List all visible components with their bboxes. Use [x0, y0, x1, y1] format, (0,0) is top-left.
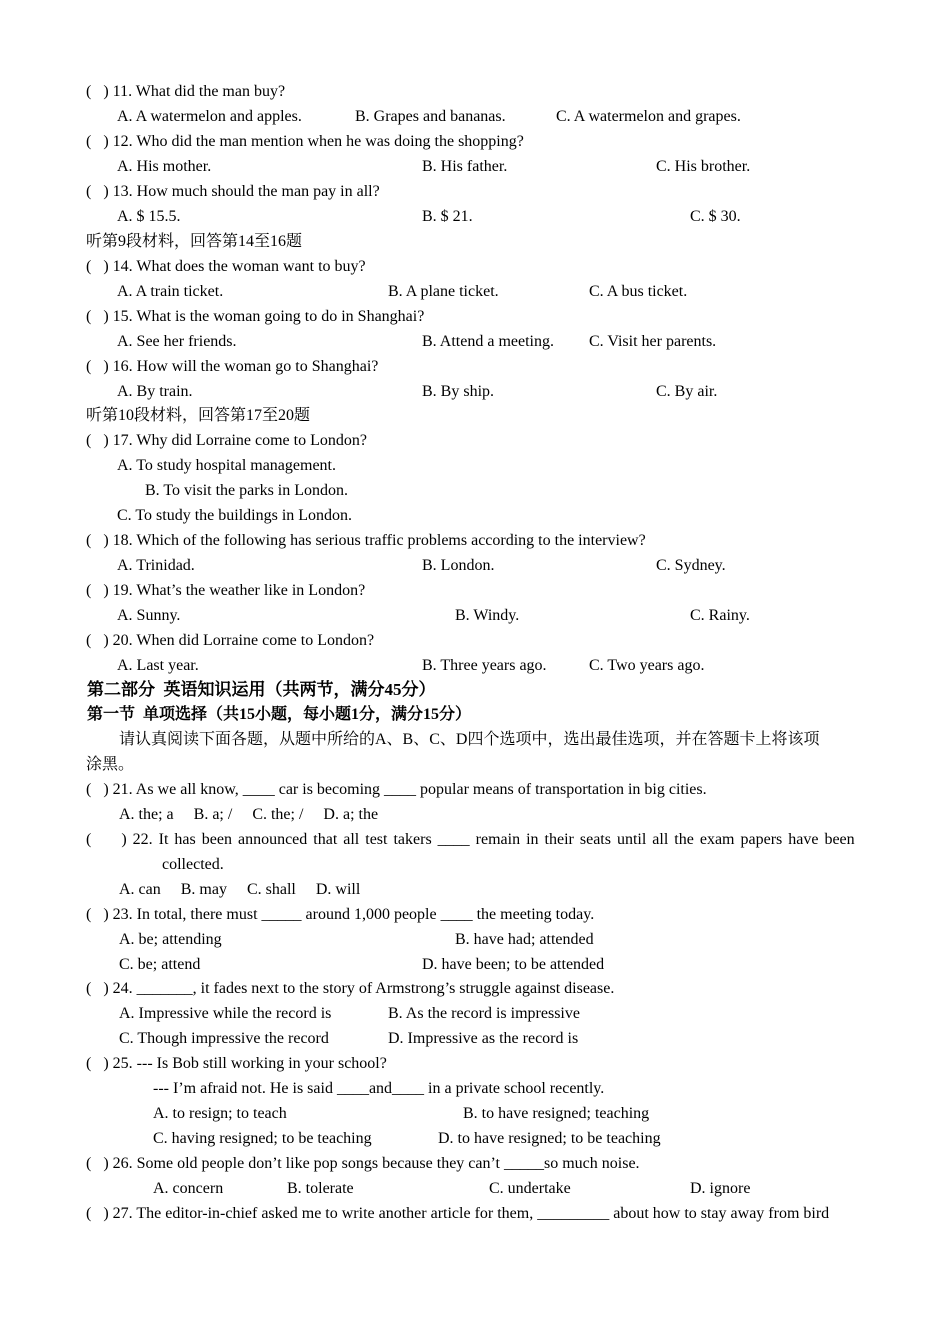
q14-option-b: B. A plane ticket. [388, 283, 499, 300]
q15-option-a: A. See her friends. [117, 333, 237, 350]
q17-option-b: B. To visit the parks in London. [145, 482, 349, 499]
section-10-heading: 听第10段材料，回答第17至20题 [86, 407, 311, 424]
q19-option-b: B. Windy. [455, 607, 520, 624]
q19-option-c: C. Rainy. [690, 607, 750, 624]
q18-option-a: A. Trinidad. [117, 557, 195, 574]
q21-stem: ( ) 21. As we all know, ____ car is becoming ____ popular means of transportation in big cities. [86, 781, 707, 798]
q24-stem: ( ) 24. _______, it fades next to the story of Armstrong’s struggle against disease. [86, 980, 615, 997]
q12-option-b: B. His father. [422, 158, 508, 175]
q24-option-b: B. As the record is impressive [388, 1005, 580, 1022]
instructions-line-1: 请认真阅读下面各题，从题中所给的A、B、C、D四个选项中，选出最佳选项，并在答题卡上将该项 [119, 731, 820, 748]
section-9-heading: 听第9段材料，回答第14至16题 [86, 233, 303, 250]
q23-option-c: C. be; attend [119, 956, 201, 973]
q20-option-b: B. Three years ago. [422, 657, 547, 674]
q24-option-a: A. Impressive while the record is [119, 1005, 332, 1022]
q16-option-a: A. By train. [117, 383, 193, 400]
q13-option-b: B. $ 21. [422, 208, 473, 225]
q22-stem: ( ) 22. It has been announced that all test takers ____ remain in their seats until all the exam papers have been [86, 831, 855, 848]
q20-stem: ( ) 20. When did Lorraine come to London? [86, 632, 375, 649]
q26-option-a: A. concern [153, 1180, 224, 1197]
q16-option-c: C. By air. [656, 383, 718, 400]
q15-stem: ( ) 15. What is the woman going to do in Shanghai? [86, 308, 425, 325]
q11-option-c: C. A watermelon and grapes. [556, 108, 741, 125]
q15-option-c: C. Visit her parents. [589, 333, 717, 350]
q19-stem: ( ) 19. What’s the weather like in London? [86, 582, 366, 599]
q27-stem: ( ) 27. The editor-in-chief asked me to write another article for them, _________ about how to stay away from bird [86, 1205, 830, 1222]
q19-option-a: A. Sunny. [117, 607, 181, 624]
q11-stem: ( ) 11. What did the man buy? [86, 83, 286, 100]
q17-stem: ( ) 17. Why did Lorraine come to London? [86, 432, 367, 449]
q12-option-a: A. His mother. [117, 158, 212, 175]
q26-option-d: D. ignore [690, 1180, 751, 1197]
q23-option-d: D. have been; to be attended [422, 956, 605, 973]
q13-option-a: A. $ 15.5. [117, 208, 181, 225]
q25-option-c: C. having resigned; to be teaching [153, 1130, 372, 1147]
q25-stem: ( ) 25. --- Is Bob still working in your school? [86, 1055, 387, 1072]
part-2-title: 第二部分 英语知识运用（共两节，满分45分） [87, 680, 436, 699]
q26-stem: ( ) 26. Some old people don’t like pop songs because they can’t _____so much noise. [86, 1155, 640, 1172]
q14-option-a: A. A train ticket. [117, 283, 224, 300]
q16-stem: ( ) 16. How will the woman go to Shanghai? [86, 358, 379, 375]
q24-option-c: C. Though impressive the record [119, 1030, 329, 1047]
q22-options: A. can B. may C. shall D. will [119, 881, 361, 898]
q15-option-b: B. Attend a meeting. [422, 333, 554, 350]
q17-option-c: C. To study the buildings in London. [117, 507, 353, 524]
q12-option-c: C. His brother. [656, 158, 751, 175]
q25-option-d: D. to have resigned; to be teaching [438, 1130, 661, 1147]
q14-stem: ( ) 14. What does the woman want to buy? [86, 258, 366, 275]
q26-option-b: B. tolerate [287, 1180, 354, 1197]
q16-option-b: B. By ship. [422, 383, 495, 400]
instructions-line-2: 涂黑。 [86, 756, 135, 773]
q25-option-b: B. to have resigned; teaching [463, 1105, 650, 1122]
q18-stem: ( ) 18. Which of the following has serious traffic problems according to the interview? [86, 532, 646, 549]
q12-stem: ( ) 12. Who did the man mention when he was doing the shopping? [86, 133, 524, 150]
q18-option-c: C. Sydney. [656, 557, 726, 574]
q26-option-c: C. undertake [489, 1180, 571, 1197]
q21-options: A. the; a B. a; / C. the; / D. a; the [119, 806, 379, 823]
q22-stem-continued: collected. [162, 856, 224, 873]
q17-option-a: A. To study hospital management. [117, 457, 336, 474]
q18-option-b: B. London. [422, 557, 495, 574]
q20-option-a: A. Last year. [117, 657, 199, 674]
q23-option-a: A. be; attending [119, 931, 222, 948]
q13-option-c: C. $ 30. [690, 208, 741, 225]
section-1-title: 第一节 单项选择（共15小题，每小题1分，满分15分） [87, 706, 472, 723]
q14-option-c: C. A bus ticket. [589, 283, 688, 300]
q25-option-a: A. to resign; to teach [153, 1105, 287, 1122]
q11-option-a: A. A watermelon and apples. [117, 108, 302, 125]
q13-stem: ( ) 13. How much should the man pay in all? [86, 183, 380, 200]
q23-option-b: B. have had; attended [455, 931, 594, 948]
q24-option-d: D. Impressive as the record is [388, 1030, 579, 1047]
q25-stem-reply: --- I’m afraid not. He is said ____and____ in a private school recently. [153, 1080, 605, 1097]
q11-option-b: B. Grapes and bananas. [355, 108, 506, 125]
q20-option-c: C. Two years ago. [589, 657, 705, 674]
q23-stem: ( ) 23. In total, there must _____ around 1,000 people ____ the meeting today. [86, 906, 595, 923]
